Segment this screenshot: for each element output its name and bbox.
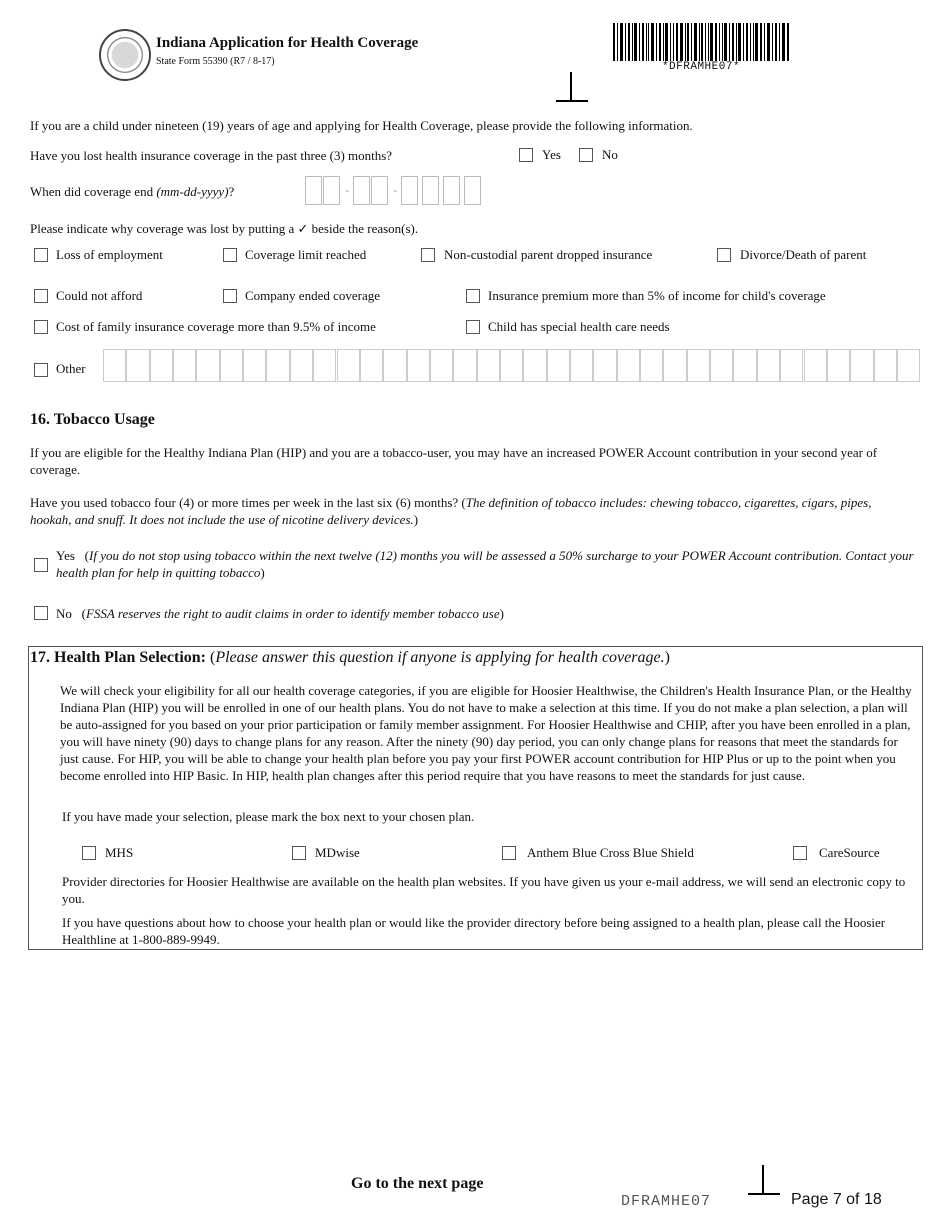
reason-prompt: Please indicate why coverage was lost by putting a ✓ beside the reason(s). (30, 221, 419, 236)
barcode-text: *DFRAMHE07* (661, 61, 741, 73)
reason-non-custodial-label: Non-custodial parent dropped insurance (444, 247, 653, 262)
other-char-box[interactable] (126, 349, 149, 382)
coverage-end-format: (mm-dd-yyyy) (156, 184, 229, 199)
other-char-box[interactable] (897, 349, 920, 382)
plan-body-text: We will check your eligibility for all our health coverage categories, if you are eligible for Hoosier Healthwise, the Children's Health Insurance Plan, or the Healthy Indiana Plan (HIP) you will be enrolled in one of our health plans. You do not have to make a selection at this time. If you do not make a plan selection, a plan will be auto-assigned for you based on your prior participation or family member assignment. For Hoosier Healthwise and CHIP, after you have been enrolled in a plan, you will have ninety (90) days to change plans for any reason. After the ninety (90) day period, you can only change plans for reasons that meet the standards for just cause. For HIP, you will be able to change your health plan before you pay your first POWER account contribution for HIP Plus or up to the point when you become enrolled into HIP Basic. In HIP, health plan changes after this period require that you have reasons to meet the standards for just cause. (60, 683, 912, 783)
coverage-end-month-digit-2[interactable] (323, 176, 340, 205)
reason-premium-5pct-checkbox[interactable] (466, 289, 480, 303)
tobacco-intro: If you are eligible for the Healthy Indiana Plan (HIP) and you are a tobacco-user, you may have an increased POWER Account contribution in your second year of coverage. (30, 445, 878, 477)
plan-caresource-label: CareSource (819, 845, 880, 860)
plan-heading (30, 649, 670, 667)
reason-coverage-limit-label: Coverage limit reached (245, 247, 367, 262)
tobacco-yes-option (56, 547, 916, 581)
coverage-end-day-digit-1[interactable] (353, 176, 370, 205)
child-intro: If you are a child under nineteen (19) years of age and applying for Health Coverage, please provide the following information. (30, 118, 693, 133)
other-char-box[interactable] (430, 349, 453, 382)
reason-premium-5pct-label: Insurance premium more than 5% of income for child's coverage (488, 288, 826, 303)
tobacco-yes-close-paren: ) (260, 565, 265, 580)
tobacco-question-close: ) (413, 512, 419, 527)
reason-could-not-afford-label: Could not afford (56, 288, 143, 303)
coverage-end-year-digit-2[interactable] (422, 176, 439, 205)
health-plan-selection-section (28, 646, 923, 950)
other-char-box[interactable] (570, 349, 593, 382)
tobacco-no-note: FSSA reserves the right to audit claims in order to identify member tobacco use (85, 606, 500, 621)
reason-company-ended-checkbox[interactable] (223, 289, 237, 303)
other-char-box[interactable] (337, 349, 360, 382)
registration-mark-top (570, 72, 572, 102)
lost-coverage-question: Have you lost health insurance coverage in the past three (3) months? (30, 148, 393, 163)
other-char-box[interactable] (547, 349, 570, 382)
barcode-image (613, 23, 789, 61)
plan-directories-note: Provider directories for Hoosier Healthwise are available on the health plan websites. If you have given us your e-mail address, we will send an electronic copy to you. (62, 874, 906, 906)
other-char-box[interactable] (593, 349, 616, 382)
reason-other-label: Other (56, 361, 86, 376)
tobacco-no-open-paren: ( (81, 606, 86, 621)
plan-heading-title: 17. Health Plan Selection: (30, 649, 206, 666)
other-char-box[interactable] (360, 349, 383, 382)
reason-non-custodial-checkbox[interactable] (421, 248, 435, 262)
tobacco-yes-label: Yes (56, 548, 75, 563)
other-char-box[interactable] (477, 349, 500, 382)
tobacco-no-close-paren: ) (499, 606, 504, 621)
plan-anthem-label: Anthem Blue Cross Blue Shield (527, 845, 694, 860)
plan-mhs-label: MHS (105, 845, 134, 860)
lost-coverage-yes-label: Yes (542, 147, 561, 162)
tobacco-yes-note: If you do not stop using tobacco within the next twelve (12) months you will be assessed a 50% surcharge to your POWER Account contribution. Contact your health plan for help in quitting tobacco (56, 548, 914, 580)
form-title: Indiana Application for Health Coverage (156, 35, 419, 51)
plan-select-prompt: If you have made your selection, please mark the box next to your chosen plan. (62, 809, 475, 824)
plan-caresource-checkbox[interactable] (793, 846, 807, 860)
page-number: Page 7 of 18 (791, 1191, 882, 1208)
other-char-box[interactable] (617, 349, 640, 382)
other-char-box[interactable] (827, 349, 850, 382)
reason-loss-employment-label: Loss of employment (56, 247, 163, 262)
coverage-end-year-digit-1[interactable] (401, 176, 418, 205)
other-char-box[interactable] (640, 349, 663, 382)
other-char-box[interactable] (196, 349, 219, 382)
registration-mark-top-base (556, 100, 588, 102)
reason-could-not-afford-checkbox[interactable] (34, 289, 48, 303)
other-char-box[interactable] (243, 349, 266, 382)
other-char-box[interactable] (874, 349, 897, 382)
coverage-end-label (30, 183, 234, 200)
form-number: State Form 55390 (R7 / 8-17) (156, 56, 275, 67)
other-char-box[interactable] (173, 349, 196, 382)
tobacco-no-label: No (56, 606, 72, 621)
other-char-box[interactable] (710, 349, 733, 382)
tobacco-no-checkbox[interactable] (34, 606, 48, 620)
reason-special-needs-checkbox[interactable] (466, 320, 480, 334)
other-char-box[interactable] (290, 349, 313, 382)
other-char-box[interactable] (804, 349, 827, 382)
plan-mhs-checkbox[interactable] (82, 846, 96, 860)
coverage-end-text: When did coverage end (30, 184, 154, 199)
state-seal-logo (99, 29, 151, 81)
registration-mark-bottom-base (748, 1193, 780, 1195)
reason-divorce-death-checkbox[interactable] (717, 248, 731, 262)
reason-loss-employment-checkbox[interactable] (34, 248, 48, 262)
reason-family-cost-checkbox[interactable] (34, 320, 48, 334)
date-separator: - (345, 182, 350, 197)
other-char-box[interactable] (780, 349, 803, 382)
other-char-box[interactable] (407, 349, 430, 382)
tobacco-question-text: Have you used tobacco four (4) or more times per week in the last six (6) months? ( (30, 495, 466, 510)
plan-heading-open-paren: ( (209, 649, 216, 666)
tobacco-no-option (56, 605, 504, 622)
tobacco-yes-checkbox[interactable] (34, 558, 48, 572)
plan-heading-note: Please answer this question if anyone is applying for health coverage. (215, 649, 665, 666)
other-char-box[interactable] (757, 349, 780, 382)
tobacco-definition-note: The definition of tobacco includes: chewing tobacco, cigarettes, cigars, pipes, hookah, and snuff. It does not include the use of nicotine delivery devices. (30, 495, 872, 527)
go-to-next-page-text: Go to the next page (351, 1175, 484, 1192)
other-char-box[interactable] (850, 349, 873, 382)
coverage-end-month-digit-1[interactable] (305, 176, 322, 205)
reason-family-cost-label: Cost of family insurance coverage more than 9.5% of income (56, 319, 376, 334)
other-char-box[interactable] (103, 349, 126, 382)
coverage-end-day-digit-2[interactable] (371, 176, 388, 205)
date-separator: - (393, 182, 398, 197)
other-char-box[interactable] (687, 349, 710, 382)
coverage-end-year-digit-4[interactable] (464, 176, 481, 205)
plan-anthem-checkbox[interactable] (502, 846, 516, 860)
lost-coverage-no-checkbox[interactable] (579, 148, 593, 162)
reason-company-ended-label: Company ended coverage (245, 288, 381, 303)
tobacco-heading: 16. Tobacco Usage (30, 411, 155, 428)
tobacco-question (30, 494, 915, 528)
plan-mdwise-checkbox[interactable] (292, 846, 306, 860)
other-char-box[interactable] (453, 349, 476, 382)
other-char-box[interactable] (383, 349, 406, 382)
reason-coverage-limit-checkbox[interactable] (223, 248, 237, 262)
reason-special-needs-label: Child has special health care needs (488, 319, 670, 334)
lost-coverage-no-label: No (602, 147, 618, 162)
footer-form-code: DFRAMHE07 (621, 1193, 712, 1210)
other-char-box[interactable] (663, 349, 686, 382)
registration-mark-bottom (762, 1165, 764, 1195)
other-char-box[interactable] (733, 349, 756, 382)
other-char-box[interactable] (523, 349, 546, 382)
other-char-box[interactable] (266, 349, 289, 382)
plan-mdwise-label: MDwise (315, 845, 360, 860)
other-char-box[interactable] (500, 349, 523, 382)
coverage-end-qmark: ? (228, 184, 235, 199)
plan-heading-close-paren: ) (664, 649, 670, 666)
tobacco-yes-open-paren: ( (84, 548, 90, 563)
coverage-end-year-digit-3[interactable] (443, 176, 460, 205)
reason-divorce-death-label: Divorce/Death of parent (740, 247, 867, 262)
other-char-box[interactable] (150, 349, 173, 382)
reason-other-checkbox[interactable] (34, 363, 48, 377)
other-char-box[interactable] (220, 349, 243, 382)
lost-coverage-yes-checkbox[interactable] (519, 148, 533, 162)
other-char-box[interactable] (313, 349, 336, 382)
plan-questions-note: If you have questions about how to choose your health plan or would like the provider directory before being assigned to a health plan, please call the Hoosier Healthline at 1-800-889-9949. (62, 915, 886, 947)
